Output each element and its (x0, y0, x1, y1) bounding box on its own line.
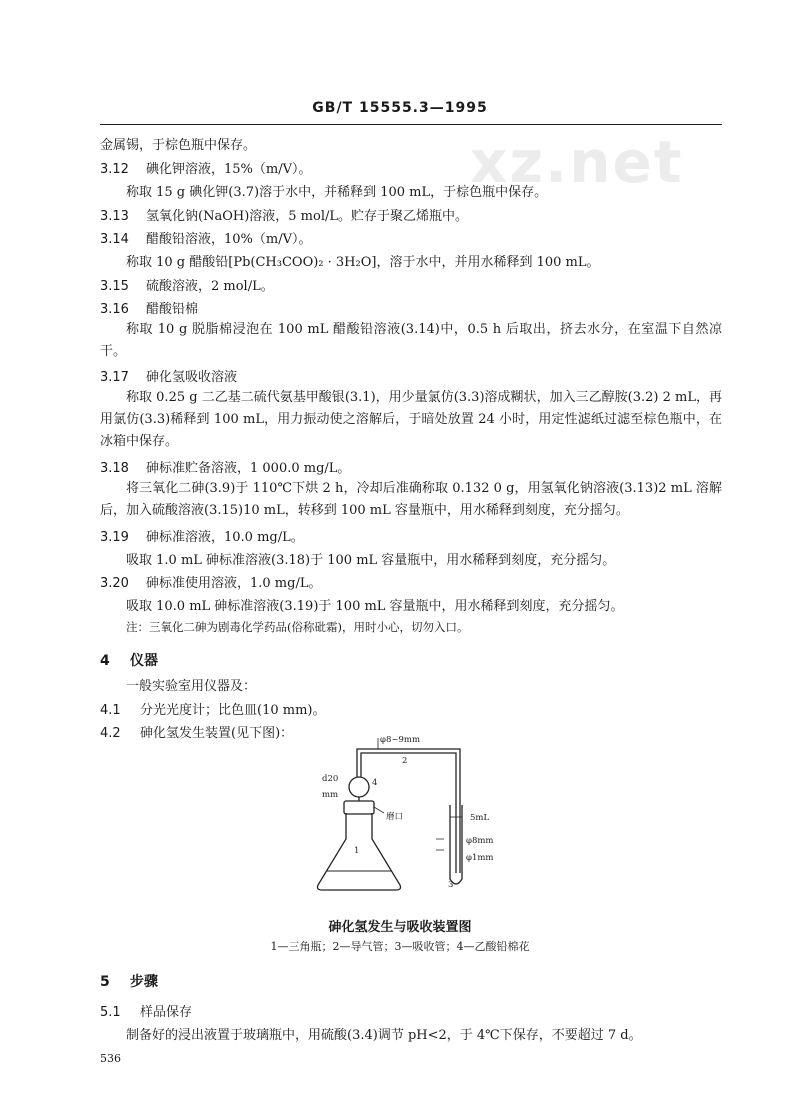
ground-mouth-leader (374, 807, 384, 813)
standard-code-header: GB/T 15555.3—1995 (312, 100, 488, 116)
section-4-heading (100, 650, 158, 670)
item-5-1 (100, 1001, 192, 1020)
item-3-14-body: 称取 10 g 醋酸铅[Pb(CH₃COO)₂ · 3H₂O]，溶于水中，并用水稀释到 100 mL。 (126, 255, 600, 270)
section-number: 4 (100, 653, 110, 669)
item-3-15 (100, 275, 274, 294)
label-5ml: 5mL (470, 813, 490, 823)
item-number: 5.1 (100, 1005, 121, 1020)
gas-delivery-tube-inner (361, 753, 456, 873)
item-text: 醋酸铅溶液，10%（m/V）。 (146, 232, 312, 247)
item-4-1 (100, 699, 325, 718)
item-number: 3.17 (100, 370, 129, 385)
figure-title: 砷化氢发生与吸收装置图 (328, 920, 472, 935)
item-5-1-body: 制备好的浸出液置于玻璃瓶中，用硫酸(3.4)调节 pH<2，于 4℃下保存，不要超过 7 d。 (126, 1028, 642, 1043)
item-number: 3.15 (100, 279, 129, 294)
header-rule (100, 124, 722, 125)
item-text: 硫酸溶液，2 mol/L。 (146, 279, 274, 294)
label-part-3: 3 (448, 880, 454, 890)
item-number: 3.13 (100, 209, 129, 224)
item-3-18-body: 将三氧化二砷(3.9)于 110℃下烘 2 h，冷却后准确称取 0.132 0 g，用氢氧化钠溶液(3.13)2 mL 溶解后，加入硫酸溶液(3.15)10 mL，转移到 100 mL 容量瓶中，用水稀释到刻度，充分摇匀。 (100, 481, 722, 518)
item-3-12-body: 称取 15 g 碘化钾(3.7)溶于水中，并稀释到 100 mL，于棕色瓶中保存。 (126, 185, 548, 200)
dimension-marks (436, 839, 444, 850)
item-number: 3.20 (100, 576, 129, 591)
item-text: 砷化氢吸收溶液 (146, 370, 238, 385)
label-part-4: 4 (372, 778, 378, 788)
item-text: 砷化氢发生装置(见下图)： (140, 726, 294, 741)
arsine-apparatus-diagram (310, 735, 510, 905)
ground-joint (344, 801, 374, 814)
item-3-13 (100, 205, 468, 224)
item-number: 4.2 (100, 726, 121, 741)
label-mm: mm (322, 790, 339, 800)
item-text: 醋酸铅棉 (146, 302, 199, 317)
label-part-2: 2 (402, 756, 408, 766)
item-text: 砷标准贮备溶液，1 000.0 mg/L。 (146, 461, 351, 476)
label-part-1: 1 (354, 846, 360, 856)
section-title: 步骤 (130, 974, 158, 990)
item-number: 4.1 (100, 703, 121, 718)
section-5-heading (100, 971, 158, 991)
item-number: 3.16 (100, 302, 129, 317)
item-3-17-body: 称取 0.25 g 二乙基二硫代氨基甲酸银(3.1)，用少量氯仿(3.3)溶成糊状，加入三乙醇胺(3.2) 2 mL，再用氯仿(3.3)稀释到 100 mL，用力振动使之溶解后，于暗处放置 24 小时，用定性滤纸过滤至棕色瓶中，在冰箱中保存。 (100, 390, 722, 449)
section-4-body: 一般实验室用仪器及： (126, 679, 257, 694)
item-3-20 (100, 572, 321, 591)
item-number: 3.12 (100, 162, 129, 177)
label-tube-diameter: φ8~9mm (380, 735, 421, 745)
item-text: 砷标准使用溶液，1.0 mg/L。 (146, 576, 322, 591)
section-title: 仪器 (130, 653, 158, 669)
item-number: 3.19 (100, 530, 129, 545)
lead-acetate-bulb (349, 777, 369, 797)
label-phi8mm: φ8mm (466, 836, 494, 846)
item-3-19-body: 吸取 1.0 mL 砷标准溶液(3.18)于 100 mL 容量瓶中，用水稀释到刻度，充分摇匀。 (126, 553, 616, 568)
watermark: xz.net (470, 128, 684, 196)
section-number: 5 (100, 974, 110, 990)
item-text: 分光光度计；比色皿(10 mm)。 (140, 703, 326, 718)
item-3-18 (100, 457, 350, 476)
gas-delivery-tube (357, 749, 460, 873)
safety-note: 注：三氧化二砷为剧毒化学药品(俗称砒霜)，用时小心，切勿入口。 (126, 620, 469, 634)
item-3-16 (100, 298, 198, 317)
label-phi1mm: φ1mm (466, 853, 494, 863)
label-d20: d20 (322, 774, 339, 784)
item-3-20-body: 吸取 10.0 mL 砷标准溶液(3.19)于 100 mL 容量瓶中，用水稀释到刻度，充分摇匀。 (126, 599, 624, 614)
item-4-2 (100, 722, 293, 741)
item-text: 样品保存 (140, 1005, 193, 1020)
item-number: 3.18 (100, 461, 129, 476)
item-3-16-body: 称取 10 g 脱脂棉浸泡在 100 mL 醋酸铅溶液(3.14)中，0.5 h 后取出，挤去水分，在室温下自然凉干。 (100, 322, 722, 359)
item-3-19 (100, 526, 304, 545)
item-3-14 (100, 228, 312, 247)
item-text: 碘化钾溶液，15%（m/V）。 (146, 162, 312, 177)
item-3-12 (100, 158, 312, 177)
item-text: 砷标准溶液，10.0 mg/L。 (146, 530, 304, 545)
figure-legend: 1—三角瓶；2—导气管；3—吸收管；4—乙酸铅棉花 (270, 940, 530, 953)
item-number: 3.14 (100, 232, 129, 247)
intro-line: 金属锡，于棕色瓶中保存。 (100, 138, 257, 153)
item-3-17 (100, 366, 237, 385)
page-number: 536 (100, 1052, 121, 1065)
item-text: 氢氧化钠(NaOH)溶液，5 mol/L。贮存于聚乙烯瓶中。 (146, 209, 468, 224)
label-ground-mouth: 磨口 (386, 812, 404, 822)
